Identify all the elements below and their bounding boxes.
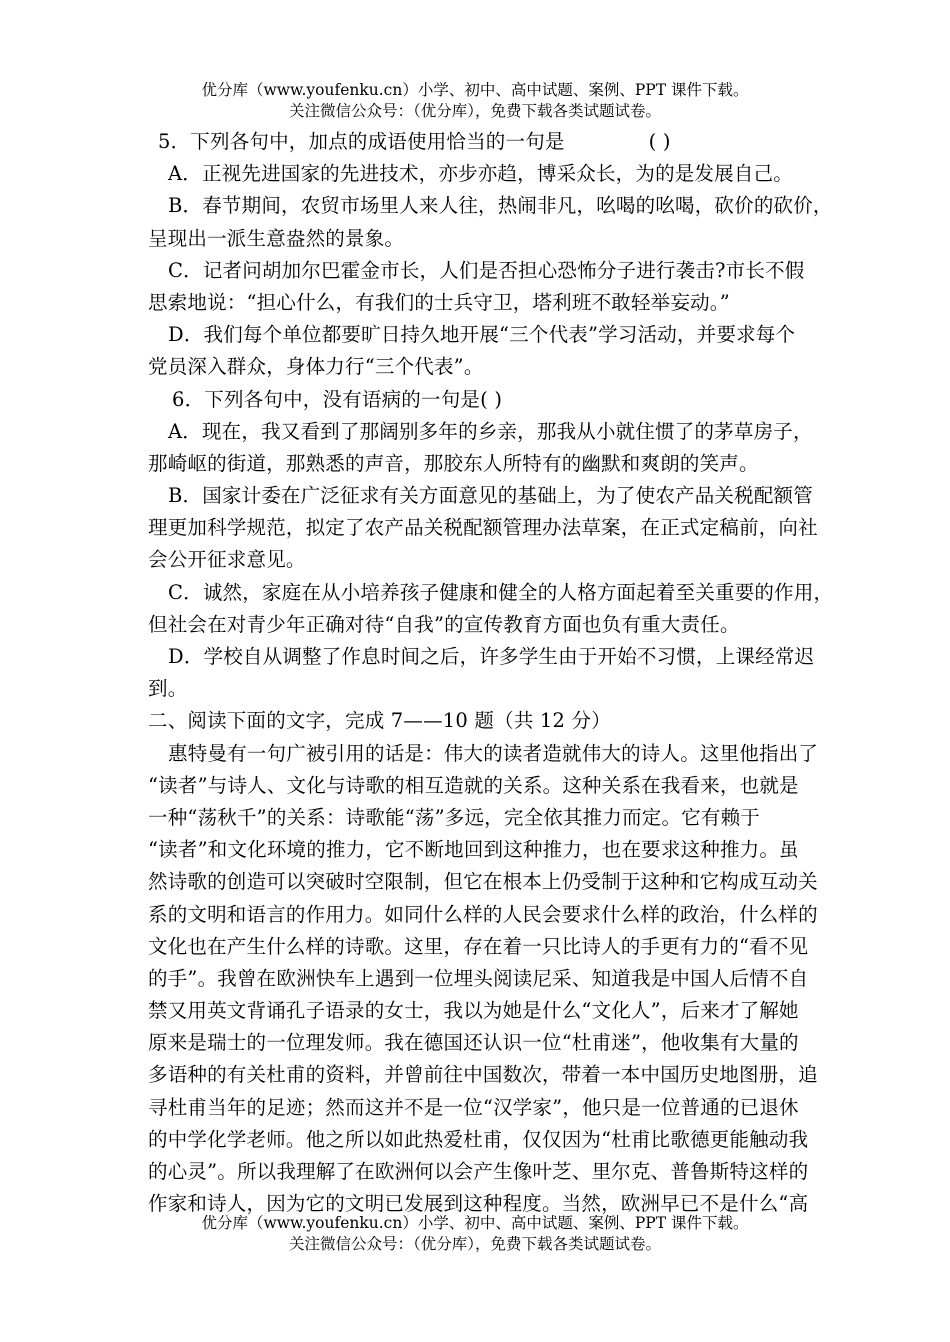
footer-line-1: 优分库（www.youfenku.cn）小学、初中、高中试题、案例、PPT 课件下载。 bbox=[201, 1214, 749, 1232]
q5-option-c: C．记者问胡加尔巴霍金市长，人们是否担心恐怖分子进行袭击?市长不假 bbox=[168, 258, 805, 282]
passage-line: 惠特曼有一句广被引用的话是：伟大的读者造就伟大的诗人。这里他指出了 bbox=[168, 741, 819, 765]
q6-option-b-cont: 理更加科学规范，拟定了农产品关税配额管理办法草案，在正式定稿前，向社 bbox=[148, 516, 818, 540]
passage-line: “读者”与诗人、文化与诗歌的相互造就的关系。这种关系在我看来，也就是 bbox=[148, 773, 799, 797]
q5-option-c-cont: 思索地说：“担心什么，有我们的士兵守卫，塔利班不敢轻举妄动。” bbox=[148, 290, 730, 314]
q6-option-d: D．学校自从调整了作息时间之后，许多学生由于开始不习惯，上课经常迟 bbox=[168, 645, 815, 668]
q5-answer-paren: ( ) bbox=[648, 130, 671, 153]
section-2-title: 二、阅读下面的文字，完成 7——10 题（共 12 分） bbox=[148, 709, 611, 733]
q6-option-c: C．诚然，家庭在从小培养孩子健康和健全的人格方面起着至关重要的作用， bbox=[168, 580, 834, 604]
passage-line: 多语种的有关杜甫的资料，并曾前往中国数次，带着一本中国历史地图册，追 bbox=[148, 1063, 818, 1087]
passage-line: 寻杜甫当年的足迹；然而这并不是一位“汉学家”，他只是一位普通的已退休 bbox=[148, 1095, 799, 1119]
passage-line: 的手”。我曾在欧洲快车上遇到一位埋头阅读尼采、知道我是中国人后情不自 bbox=[148, 966, 809, 990]
header-line-1: 优分库（www.youfenku.cn）小学、初中、高中试题、案例、PPT 课件下载。 bbox=[201, 81, 749, 99]
footer-line-2: 关注微信公众号：（优分库），免费下载各类试题试卷。 bbox=[288, 1235, 661, 1253]
q5-option-b: B．春节期间，农贸市场里人来人往，热闹非凡，吆喝的吆喝，砍价的砍价， bbox=[168, 194, 833, 218]
q5-option-d: D．我们每个单位都要旷日持久地开展“三个代表”学习活动，并要求每个 bbox=[168, 323, 796, 347]
passage-line: 然诗歌的创造可以突破时空限制，但它在根本上仍受制于这种和它构成互动关 bbox=[148, 870, 818, 894]
q6-stem: 6．下列各句中，没有语病的一句是( ) bbox=[172, 387, 503, 411]
header-line-2: 关注微信公众号：（优分库），免费下载各类试题试卷。 bbox=[288, 102, 661, 120]
page-header bbox=[0, 80, 950, 122]
q5-option-a: A．正视先进国家的先进技术，亦步亦趋，博采众长，为的是发展自己。 bbox=[168, 162, 793, 186]
passage-line: 一种“荡秋千”的关系：诗歌能“荡”多远，完全依其推力而定。它有赖于 bbox=[148, 805, 760, 829]
q5-stem bbox=[148, 126, 900, 158]
passage-line: “读者”和文化环境的推力，它不断地回到这种推力，也在要求这种推力。虽 bbox=[148, 838, 799, 862]
document-body bbox=[148, 126, 900, 1220]
q5-stem-text: 5．下列各句中，加点的成语使用恰当的一句是 bbox=[158, 130, 565, 153]
q5-option-b-cont: 呈现出一派生意盎然的景象。 bbox=[148, 226, 405, 250]
passage-line: 系的文明和语言的作用力。如同什么样的人民会要求什么样的政治，什么样的 bbox=[148, 902, 818, 926]
q6-option-b-cont2: 会公开征求意见。 bbox=[148, 548, 306, 572]
q6-option-a: A．现在，我又看到了那阔别多年的乡亲，那我从小就住惯了的茅草房子， bbox=[168, 419, 813, 443]
passage-line: 的心灵”。所以我理解了在欧洲何以会产生像叶芝、里尔克、普鲁斯特这样的 bbox=[148, 1160, 809, 1183]
q6-option-d-cont: 到。 bbox=[148, 677, 188, 701]
passage-line: 的中学化学老师。他之所以如此热爱杜甫，仅仅因为“杜甫比歌德更能触动我 bbox=[148, 1127, 809, 1151]
q6-option-b: B．国家计委在广泛征求有关方面意见的基础上，为了使农产品关税配额管 bbox=[168, 484, 813, 508]
page-footer bbox=[0, 1213, 950, 1255]
q6-option-c-cont: 但社会在对青少年正确对待“自我”的宣传教育方面也负有重大责任。 bbox=[148, 612, 740, 636]
passage-line: 文化也在产生什么样的诗歌。这里，存在着一只比诗人的手更有力的“看不见 bbox=[148, 934, 809, 958]
passage-line: 原来是瑞士的一位理发师。我在德国还认识一位“杜甫迷”，他收集有大量的 bbox=[148, 1031, 799, 1055]
q6-option-a-cont: 那崎岖的街道，那熟悉的声音，那胶东人所特有的幽默和爽朗的笑声。 bbox=[148, 451, 759, 475]
passage-line: 作家和诗人，因为它的文明已发展到这种程度。当然，欧洲早已不是什么“高 bbox=[148, 1192, 809, 1216]
q5-option-d-cont: 党员深入群众，身体力行“三个代表”。 bbox=[148, 355, 484, 379]
passage-line: 禁又用英文背诵孔子语录的女士，我以为她是什么“文化人”，后来才了解她 bbox=[148, 999, 799, 1023]
